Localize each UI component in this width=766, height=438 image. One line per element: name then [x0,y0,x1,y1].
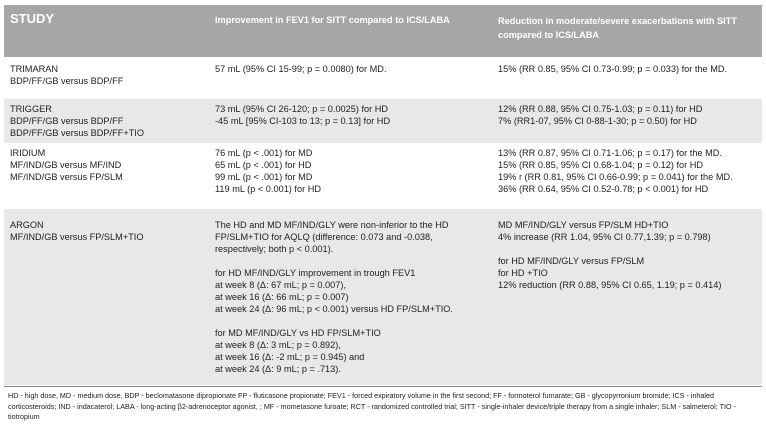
table-row [4,57,762,99]
study-cell: TRIMARAN BDP/FF/GB versus BDP/FF [10,64,124,86]
table-row [4,209,762,385]
fev1-cell: The HD and MD MF/IND/GLY were non-inferior to the HD FP/SLM+TIO for AQLQ (difference: 0.073 and -0.038, respectively; both p < 0.001). for HD MF/IND/GLY improvement in trough FEV1 at week 8 (Δ: 67 mL; p = 0.007), at week 16 (Δ: 66 mL; p = 0.007) at week 24 (Δ: 96 mL; p < 0.001) versus HD FP/SLM+TIO. for MD MF/IND/GLY vs HD FP/SLM+TIO at week 8 (Δ: 3 mL; p = 0.892), at week 16 (Δ: -2 mL; p = 0.945) and at week 24 (Δ: 9 mL; p = .713). [215,220,453,374]
table-row [4,99,762,143]
study-cell: ARGON MF/IND/GB versus FP/SLM+TIO [10,220,144,242]
fev1-cell: 57 mL (95% CI 15-99; p = 0.0080) for MD. [215,64,387,74]
header-exacerbations: Reduction in moderate/severe exacerbations with SITT compared to ICS/LABA [498,16,737,40]
footnote: HD - high dose, MD - medium dose, BDP - beclomatasone dipropionate FP - fluticasone propionate; FEV1 - forced expiratory volume in the first second; FF - formoterol fumarate; GB - glycopyrronium bromide; ICS - inhaled corticosteroids; IND - indacaterol; LABA - long-acting β2-adrenoceptor agonist, ; MF - mometasone furoate; RCT - randomized controlled trial; SITT - single-inhaler device/triple therapy from a single inhaler; SLM - salmeterol; TIO - tiotropium [4,386,762,423]
table-row [4,143,762,209]
header-study: STUDY [10,11,55,26]
fev1-cell: 73 mL (95% CI 26-120; p = 0.0025) for HD -45 mL [95% CI-103 to 13; p = 0.13] for HD [215,104,391,126]
header-fev1: Improvement in FEV1 for SITT compared to ICS/LABA [215,15,450,25]
exac-cell: 13% (RR 0.87, 95% CI 0.71-1.06; p = 0.17) for the MD. 15% (RR 0.85, 95% CI 0.68-1.04; p = 0.12) for HD 19% r (RR 0.81, 95% CI 0.66-0.99; p = 0.041) for the MD. 36% (RR 0.64, 95% CI 0.52-0.78; p < 0.001) for HD [498,148,733,194]
exac-cell: 12% (RR 0.88, 95% CI 0.75-1.03; p = 0.11) for HD 7% (RR1-07, 95% CI 0-88-1-30; p = 0.50) for HD [498,104,703,126]
exac-cell: 15% (RR 0.85, 95% CI 0.73-0.99; p = 0.033) for the MD. [498,64,728,74]
study-cell: IRIDIUM MF/IND/GB versus MF/IND MF/IND/GB versus FP/SLM [10,148,123,182]
study-cell: TRIGGER BDP/FF/GB versus BDP/FF BDP/FF/GB versus BDP/FF+TIO [10,104,145,138]
exac-cell: MD MF/IND/GLY versus FP/SLM HD+TIO 4% increase (RR 1.04, 95% CI 0.77,1.39; p = 0.798) for HD MF/IND/GLY versus FP/SLM for HD +TIO 12% reduction (RR 0.88, 95% CI 0.65, 1.19; p = 0.414) [498,220,722,290]
fev1-cell: 76 mL (p < .001) for MD 65 mL (p < .001) for HD 99 mL (p < .001) for MD 119 mL (p < 0.001) for HD [215,148,321,194]
table-header [4,5,762,57]
